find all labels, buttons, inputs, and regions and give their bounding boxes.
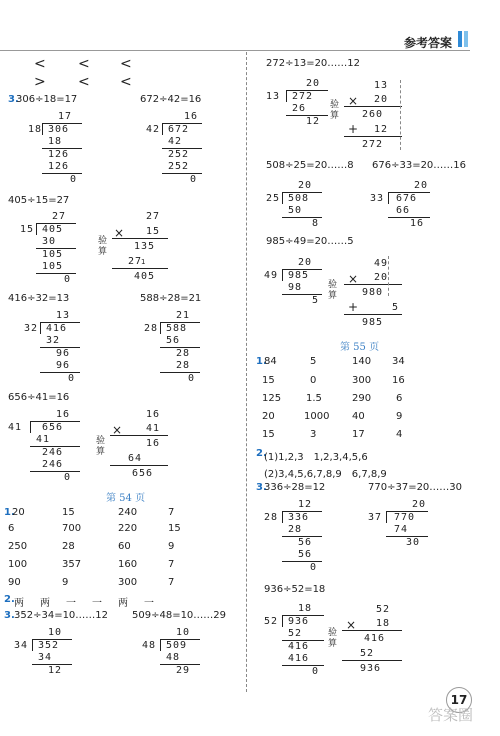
partial-product: 135 — [134, 241, 156, 252]
dividend: 416 — [46, 323, 68, 334]
partial-product: 28 — [176, 360, 191, 371]
column-divider — [246, 52, 247, 692]
dividend: 508 — [288, 193, 310, 204]
factor: 49 — [374, 258, 389, 269]
answer-cell: 250 — [8, 541, 28, 552]
partial-product: 34 — [38, 652, 53, 663]
division-bracket — [36, 223, 37, 235]
partial-remainder: 246 — [42, 447, 64, 458]
partial-product: 980 — [362, 287, 384, 298]
digit-guide-line — [388, 256, 389, 296]
partial-product: 416 — [288, 653, 310, 664]
dividend: 272 — [292, 91, 314, 102]
partial-product: 52 — [360, 648, 375, 659]
division-bracket — [160, 639, 161, 651]
equation: 672÷42=16 — [140, 94, 202, 105]
plus-sign: + — [348, 122, 359, 136]
dividend: 336 — [288, 512, 310, 523]
partial-product: 246 — [42, 459, 64, 470]
compare-symbol: < — [120, 56, 132, 72]
quotient: 12 — [298, 499, 313, 510]
answer-cell: 15 — [168, 523, 181, 534]
dividend: 352 — [38, 640, 60, 651]
answer-cell: 90 — [8, 577, 21, 588]
partial-product: 30 — [42, 236, 57, 247]
factor: 18 — [376, 618, 391, 629]
question-number: 2. — [4, 594, 15, 605]
divisor: 42 — [146, 124, 161, 135]
division-bracket — [282, 269, 283, 281]
answer-cell: 17 — [352, 429, 365, 440]
answer-cell: 6 — [396, 393, 403, 404]
factor: 41 — [146, 423, 161, 434]
equation: 306÷18=17 — [16, 94, 78, 105]
answer-cell: 300 — [352, 375, 372, 386]
answer-cell: 7 — [168, 559, 175, 570]
partial-product: 28 — [288, 524, 303, 535]
verify-line — [344, 314, 402, 315]
divisor: 32 — [24, 323, 39, 334]
divisor: 28 — [144, 323, 159, 334]
question-number: 1. — [256, 356, 267, 367]
division-bracket — [282, 615, 283, 627]
verify-line — [344, 284, 402, 285]
compare-symbol: < — [120, 74, 132, 90]
answer-cell: 1000 — [304, 411, 330, 422]
partial-remainder: 28 — [176, 348, 191, 359]
dividend: 656 — [42, 422, 64, 433]
answer-cell: 6 — [8, 523, 15, 534]
quotient: 16 — [184, 111, 199, 122]
equation: 336÷28=12 — [264, 482, 326, 493]
partial-remainder: 105 — [42, 249, 64, 260]
partial-product: 64 — [128, 453, 143, 464]
division-bracket — [40, 322, 41, 334]
factor: 13 — [374, 80, 389, 91]
division-bracket — [386, 511, 387, 523]
partial-product: 48 — [166, 652, 181, 663]
compare-symbol: > — [34, 74, 46, 90]
remainder: 0 — [188, 373, 196, 384]
verify-line — [344, 106, 402, 107]
answer-cell: 15 — [262, 429, 275, 440]
answer-cell: 5 — [310, 356, 317, 367]
question-number: 3. — [256, 482, 267, 493]
header-bar-icon — [464, 31, 468, 47]
answer-cell: 3 — [310, 429, 317, 440]
answer-cell: 357 — [62, 559, 82, 570]
division-bracket — [388, 192, 389, 204]
remainder: 16 — [410, 218, 425, 229]
division-bracket — [42, 123, 43, 135]
answer-cell: 7 — [168, 507, 175, 518]
remainder: 12 — [306, 116, 321, 127]
answer-line: (1)1,2,3 1,2,3,4,5,6 — [264, 452, 368, 463]
divisor: 18 — [28, 124, 43, 135]
answer-cell: 9 — [62, 577, 69, 588]
divisor: 49 — [264, 270, 279, 281]
verify-line — [110, 435, 168, 436]
answer-cell: 15 — [62, 507, 75, 518]
compare-symbol: < — [34, 56, 46, 72]
page-header — [0, 0, 500, 50]
partial-product: 98 — [288, 282, 303, 293]
factor: 15 — [146, 226, 161, 237]
plus-sign: + — [348, 300, 359, 314]
partial-product: 16 — [146, 438, 161, 449]
times-sign: × — [348, 94, 359, 108]
partial-product: 27 — [128, 256, 143, 267]
quotient: 10 — [176, 627, 191, 638]
answer-cell: 125 — [262, 393, 282, 404]
answer-cell: 9 — [396, 411, 403, 422]
equation: 272÷13=20……12 — [266, 58, 361, 69]
verify-line — [344, 136, 402, 137]
answer-cell: 220 — [118, 523, 138, 534]
quotient: 17 — [58, 111, 73, 122]
partial-product: 56 — [166, 335, 181, 346]
verify-line — [112, 238, 168, 239]
remainder: 0 — [68, 373, 76, 384]
answer-cell: 300 — [118, 577, 138, 588]
product: 656 — [132, 468, 154, 479]
dividend: 509 — [166, 640, 188, 651]
page-section-title: 第 55 页 — [340, 342, 380, 353]
remainder: 0 — [64, 472, 72, 483]
remainder: 30 — [406, 537, 421, 548]
times-sign: × — [114, 226, 125, 240]
partial-product: 52 — [288, 628, 303, 639]
answer-cell: 100 — [8, 559, 28, 570]
page-number: 17 — [446, 687, 472, 713]
verify-label: 验算 — [96, 436, 106, 457]
verify-line — [110, 465, 168, 466]
divisor: 25 — [266, 193, 281, 204]
partial-product: 416 — [364, 633, 386, 644]
quotient: 21 — [176, 310, 191, 321]
equation: 352÷34=10……12 — [14, 610, 109, 621]
product: 936 — [360, 663, 382, 674]
quotient: 18 — [298, 603, 313, 614]
divisor: 33 — [370, 193, 385, 204]
partial-product: 50 — [288, 205, 303, 216]
partial-product: 66 — [396, 205, 411, 216]
divisor: 28 — [264, 512, 279, 523]
partial-product: 42 — [168, 136, 183, 147]
dividend: 936 — [288, 616, 310, 627]
equation: 676÷33=20……16 — [372, 160, 467, 171]
divisor: 13 — [266, 91, 281, 102]
divisor: 48 — [142, 640, 157, 651]
factor: 20 — [374, 272, 389, 283]
answer-cell: 84 — [264, 356, 277, 367]
page-section-title: 第 54 页 — [106, 493, 146, 504]
dividend: 770 — [394, 512, 416, 523]
quotient: 13 — [56, 310, 71, 321]
answer-cell: 28 — [62, 541, 75, 552]
carry-digit: 1 — [141, 258, 146, 266]
partial-product: 252 — [168, 161, 190, 172]
remainder: 8 — [312, 218, 320, 229]
dividend: 306 — [48, 124, 70, 135]
remainder: 0 — [312, 666, 320, 677]
answer-line: (2)3,4,5,6,7,8,9 6,7,8,9 — [264, 469, 387, 480]
remainder: 5 — [312, 295, 320, 306]
addend: 5 — [392, 302, 400, 313]
answer-cell: 40 — [352, 411, 365, 422]
quotient: 27 — [52, 211, 67, 222]
answer-cell: 700 — [62, 523, 82, 534]
addend: 12 — [374, 124, 389, 135]
divisor: 52 — [264, 616, 279, 627]
partial-product: 18 — [48, 136, 63, 147]
divisor: 15 — [20, 224, 35, 235]
answer-cell: 7 — [168, 577, 175, 588]
answer-cell: 140 — [352, 356, 372, 367]
factor: 16 — [146, 409, 161, 420]
equation: 770÷37=20……30 — [368, 482, 463, 493]
division-bracket — [32, 639, 33, 651]
answer-cell: 60 — [118, 541, 131, 552]
division-bracket — [30, 421, 31, 433]
answer-cell: 15 — [262, 375, 275, 386]
header-rule — [0, 50, 470, 51]
question-number: 3. — [4, 610, 15, 621]
answer-cell: 9 — [168, 541, 175, 552]
partial-product: 26 — [292, 103, 307, 114]
factor: 52 — [376, 604, 391, 615]
division-bracket — [286, 90, 287, 102]
partial-product: 41 — [36, 434, 51, 445]
verify-label: 验算 — [328, 280, 338, 301]
dividend: 588 — [166, 323, 188, 334]
header-title: 参考答案 — [404, 36, 453, 50]
partial-product: 260 — [362, 109, 384, 120]
remainder: 0 — [70, 174, 78, 185]
divisor: 34 — [14, 640, 29, 651]
answer-cell: 20 — [12, 507, 25, 518]
equation: 936÷52=18 — [264, 584, 326, 595]
header-bar-icon — [458, 31, 462, 47]
times-sign: × — [346, 618, 357, 632]
verify-line — [342, 660, 402, 661]
equation: 588÷28=21 — [140, 293, 202, 304]
question-number: 3. — [8, 94, 19, 105]
divisor: 41 — [8, 422, 23, 433]
quotient: 20 — [412, 499, 427, 510]
answer-cell: 16 — [392, 375, 405, 386]
answer-cell: 4 — [396, 429, 403, 440]
answer-line: 两 两 一 一 两 一 — [14, 598, 157, 609]
verify-label: 验算 — [330, 100, 340, 121]
answer-cell: 240 — [118, 507, 138, 518]
answer-cell: 290 — [352, 393, 372, 404]
factor: 27 — [146, 211, 161, 222]
remainder: 0 — [190, 174, 198, 185]
division-bracket — [282, 511, 283, 523]
partial-remainder: 416 — [288, 641, 310, 652]
equation: 985÷49=20……5 — [266, 236, 354, 247]
partial-product: 74 — [394, 524, 409, 535]
digit-guide-line — [400, 80, 401, 150]
dividend: 672 — [168, 124, 190, 135]
partial-product: 56 — [298, 549, 313, 560]
dividend: 985 — [288, 270, 310, 281]
times-sign: × — [112, 423, 123, 437]
verify-line — [342, 630, 402, 631]
partial-remainder: 56 — [298, 537, 313, 548]
verify-label: 验算 — [98, 236, 108, 257]
division-bracket — [282, 192, 283, 204]
compare-symbol: < — [78, 56, 90, 72]
verify-line — [112, 268, 168, 269]
division-line — [30, 471, 80, 472]
divisor: 37 — [368, 512, 383, 523]
division-bracket — [160, 322, 161, 334]
partial-product: 32 — [46, 335, 61, 346]
question-number: 2. — [256, 448, 267, 459]
dividend: 405 — [42, 224, 64, 235]
compare-symbol: < — [78, 74, 90, 90]
answer-cell: 160 — [118, 559, 138, 570]
partial-product: 96 — [56, 360, 71, 371]
remainder: 0 — [64, 274, 72, 285]
sum: 985 — [362, 317, 384, 328]
equation: 416÷32=13 — [8, 293, 70, 304]
partial-remainder: 252 — [168, 149, 190, 160]
sum: 272 — [362, 139, 384, 150]
quotient: 20 — [298, 257, 313, 268]
factor: 20 — [374, 94, 389, 105]
dividend: 676 — [396, 193, 418, 204]
equation: 508÷25=20……8 — [266, 160, 354, 171]
product: 405 — [134, 271, 156, 282]
division-bracket — [162, 123, 163, 135]
answer-cell: 34 — [392, 356, 405, 367]
quotient: 20 — [306, 78, 321, 89]
answer-cell: 1.5 — [306, 393, 322, 404]
partial-remainder: 126 — [48, 149, 70, 160]
quotient: 20 — [414, 180, 429, 191]
quotient: 10 — [48, 627, 63, 638]
equation: 405÷15=27 — [8, 195, 70, 206]
quotient: 16 — [56, 409, 71, 420]
equation: 656÷41=16 — [8, 392, 70, 403]
remainder: 29 — [176, 665, 191, 676]
watermark-logo: 答案圈 — [428, 706, 474, 724]
partial-product: 105 — [42, 261, 64, 272]
verify-label: 验算 — [328, 628, 338, 649]
partial-remainder: 96 — [56, 348, 71, 359]
answer-cell: 0 — [310, 375, 317, 386]
remainder: 0 — [310, 562, 318, 573]
times-sign: × — [348, 272, 359, 286]
equation: 509÷48=10……29 — [132, 610, 227, 621]
answer-cell: 20 — [262, 411, 275, 422]
remainder: 12 — [48, 665, 63, 676]
partial-product: 126 — [48, 161, 70, 172]
question-number: 1. — [4, 507, 15, 518]
quotient: 20 — [298, 180, 313, 191]
